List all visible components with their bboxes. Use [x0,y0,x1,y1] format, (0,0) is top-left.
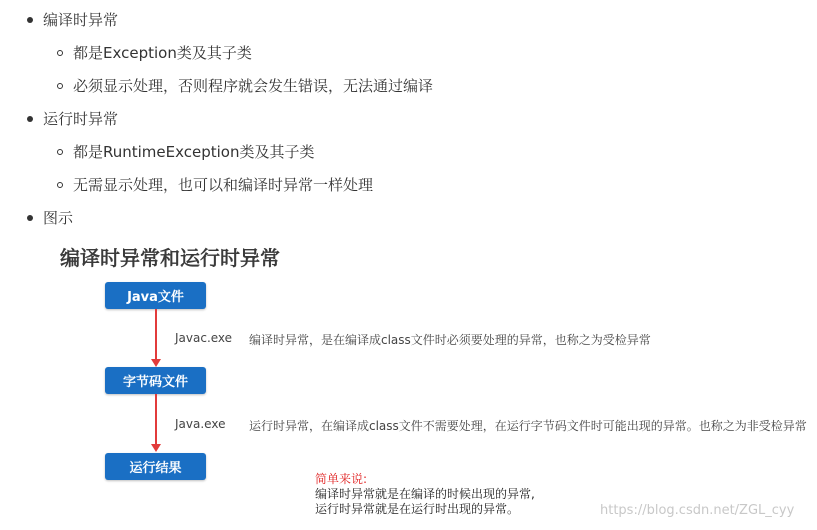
sub-bullet-ring [57,50,63,56]
arrow-head [151,444,161,452]
box-java-file: Java文件 [105,282,206,309]
bullet-dot [27,17,33,23]
bullet-dot [27,215,33,221]
step-tool-java: Java.exe [175,417,226,431]
box-run-result: 运行结果 [105,453,206,480]
bullet-dot [27,116,33,122]
sub-item-text: 都是Exception类及其子类 [73,44,252,62]
bullet-label-compile-exception: 编译时异常 [43,11,119,29]
sub-bullet-ring [57,182,63,188]
bullet-label-diagram: 图示 [43,209,74,227]
step-desc-runtime: 运行时异常，在编译成class文件不需要处理，在运行字节码文件时可能出现的异常。也称之为非受检异常 [249,419,807,433]
sub-item-text: 必须显示处理，否则程序就会发生错误，无法通过编译 [73,77,434,95]
note-line: 编译时异常就是在编译的时候出现的异常, [315,487,535,501]
sub-bullet-ring [57,83,63,89]
arrow-line [155,394,157,444]
step-tool-javac: Javac.exe [175,331,233,345]
sub-item-text: 无需显示处理，也可以和编译时异常一样处理 [73,176,374,194]
sub-bullet-ring [57,149,63,155]
sub-item-text: 都是RuntimeException类及其子类 [73,143,315,161]
box-bytecode-file: 字节码文件 [105,367,206,394]
note-heading: 简单来说: [315,472,368,486]
watermark-text: https://blog.csdn.net/ZGL_cyy [600,503,795,518]
note-line: 运行时异常就是在运行时出现的异常。 [315,502,520,516]
diagram-title: 编译时异常和运行时异常 [60,246,280,270]
arrow-line [155,309,157,359]
step-desc-compile: 编译时异常，是在编译成class文件时必须要处理的异常，也称之为受检异常 [249,333,651,347]
arrow-head [151,359,161,367]
bullet-label-runtime-exception: 运行时异常 [43,110,119,128]
